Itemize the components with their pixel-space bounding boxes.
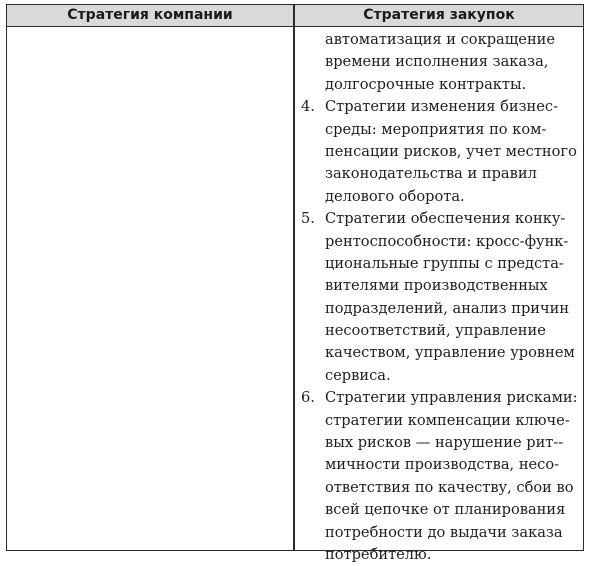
- list-item-number: 5.: [301, 210, 315, 228]
- list-item-line: циональные группы с предста-: [325, 254, 564, 272]
- list-item-line: потребности до выдачи заказа: [325, 523, 563, 541]
- list-item-line: вых рисков — нарушение рит--: [325, 434, 564, 452]
- list-item-4: [301, 96, 581, 118]
- list-item-line: среды: мероприятия по ком-: [325, 120, 547, 138]
- continuation-line: времени исполнения заказа,: [325, 53, 549, 71]
- list-item-line: подразделений, анализ причин: [325, 299, 570, 317]
- continuation-line: автоматизация и сокращение: [325, 31, 556, 48]
- list-item-line: делового оборота.: [325, 187, 465, 205]
- list-item-line: мичности производства, несо-: [325, 456, 560, 474]
- list-item-line: сервиса.: [325, 366, 391, 384]
- list-item-line: Стратегии управления рисками:: [325, 389, 578, 407]
- list-item-line: стратегии компенсации ключе-: [325, 411, 570, 429]
- list-item-line: вителями производственных: [325, 277, 548, 295]
- list-item-number: 6.: [301, 389, 315, 407]
- list-item-line: пенсации рисков, учет местного: [325, 142, 577, 160]
- table-header-row: [7, 5, 583, 27]
- list-item-line: потребителю.: [325, 545, 432, 563]
- list-item-line: законодательства и правил: [325, 165, 537, 183]
- list-item-line: Стратегии обеспечения конку-: [325, 210, 566, 228]
- list-item-line: рентоспособности: кросс-функ-: [325, 232, 569, 250]
- list-item-number: 4.: [301, 98, 315, 116]
- purchasing-strategy-cell: [301, 29, 581, 566]
- list-item-line: Стратегии изменения бизнес-: [325, 98, 559, 116]
- column-divider: [293, 5, 295, 550]
- list-item-line: ответствия по качеству, сбои во: [325, 478, 574, 496]
- list-item-line: всей цепочке от планирования: [325, 501, 566, 519]
- header-company-strategy: Стратегия компании: [67, 7, 233, 23]
- list-item-line: качеством, управление уровнем: [325, 344, 575, 362]
- strategy-table: [6, 4, 584, 563]
- list-item-6: [301, 387, 581, 409]
- list-item-5: [301, 208, 581, 230]
- list-item-line: несоответствий, управление: [325, 322, 546, 340]
- header-purchasing-strategy: Стратегия закупок: [363, 7, 515, 23]
- continuation-line: долгосрочные контракты.: [325, 75, 527, 93]
